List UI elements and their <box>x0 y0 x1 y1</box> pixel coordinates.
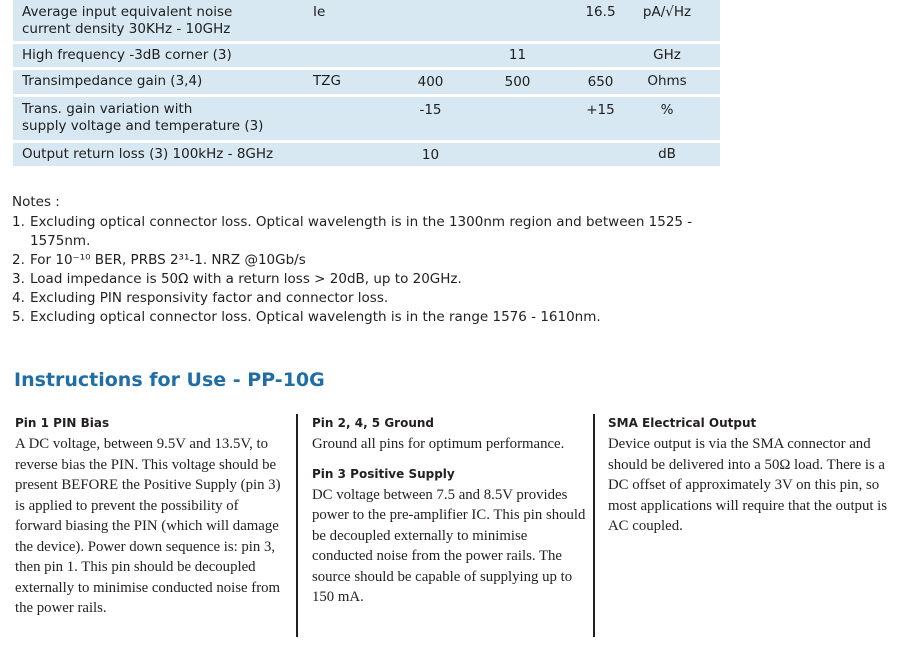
max-cell: +15 <box>586 102 615 118</box>
note-item <box>12 251 712 270</box>
column-body: A DC voltage, between 9.5V and 13.5V, to reverse bias the PIN. This voltage should be present BEFORE the Positive Supply (pin 3) is applied to prevent the possibility of forward biasing the PIN (which will damage the device). Power down sequence is: pin 3, then pin 1. This pin should be decoupled externally to minimise conducted noise from the power rails. <box>15 436 281 616</box>
note-item <box>12 289 712 308</box>
notes-title: Notes : <box>12 194 60 210</box>
note-number: 3. <box>12 271 25 287</box>
column-body: Ground all pins for optimum performance. <box>312 436 565 452</box>
unit-cell: pA/√Hz <box>642 4 692 20</box>
param-label: Output return loss (3) 100kHz - 8GHz <box>22 146 274 162</box>
note-text: Excluding optical connector loss. Optical wavelength is in the 1300nm region and between 1525 - 1575nm. <box>30 214 693 249</box>
note-number: 5. <box>12 309 25 325</box>
note-number: 2. <box>12 252 25 268</box>
column-heading: Pin 1 PIN Bias <box>15 416 110 430</box>
param-label: High frequency -3dB corner (3) <box>22 47 232 63</box>
note-text: Excluding PIN responsivity factor and connector loss. <box>30 290 389 306</box>
column-subheading: Pin 3 Positive Supply <box>312 466 455 481</box>
min-cell: 10 <box>421 147 440 163</box>
note-number: 1. <box>12 214 25 230</box>
spec-row-corner <box>13 44 720 67</box>
spec-row-noise <box>13 0 720 41</box>
instruction-column-pins <box>312 414 590 608</box>
column-body: Device output is via the SMA connector and should be delivered into a 50Ω load. There is a DC offset of approximately 3V on this pin, so most applications will require that the output is AC coupled. <box>608 436 888 534</box>
typ-cell: 500 <box>504 74 531 90</box>
spec-row-variation <box>13 97 720 140</box>
unit-cell: Ohms <box>647 73 687 89</box>
symbol-cell: TZG <box>313 73 341 89</box>
column-divider <box>296 414 298 637</box>
column-divider <box>593 414 595 637</box>
section-title: Instructions for Use - PP-10G <box>14 369 325 391</box>
spec-row-return-loss <box>13 143 720 166</box>
notes <box>12 193 712 327</box>
param-label: Average input equivalent noise current density 30KHz - 10GHz <box>22 4 233 37</box>
unit-cell: % <box>660 102 674 118</box>
note-text: Excluding optical connector loss. Optical wavelength is in the range 1576 - 1610nm. <box>30 309 601 325</box>
instruction-column-sma <box>608 414 890 537</box>
min-cell: -15 <box>419 102 442 118</box>
min-cell: 400 <box>417 74 444 90</box>
max-cell: 650 <box>587 74 614 90</box>
column-body: DC voltage between 7.5 and 8.5V provides power to the pre-amplifier IC. This pin should be decoupled externally to minimise conducted noise from the power rails. The source should be capable of supplying up to 150 mA. <box>312 486 586 605</box>
note-item <box>12 270 712 289</box>
note-item <box>12 308 712 327</box>
spec-row-gain <box>13 70 720 94</box>
instruction-column-pin1 <box>15 414 289 619</box>
note-number: 4. <box>12 290 25 306</box>
note-item <box>12 213 712 251</box>
param-label: Transimpedance gain (3,4) <box>22 73 203 89</box>
column-heading: SMA Electrical Output <box>608 416 757 430</box>
spec-table <box>13 0 720 166</box>
max-cell: 16.5 <box>585 4 616 20</box>
unit-cell: dB <box>658 146 676 162</box>
param-label: Trans. gain variation with supply voltage and temperature (3) <box>22 101 264 134</box>
typ-cell: 11 <box>508 47 527 63</box>
column-heading: Pin 2, 4, 5 Ground <box>312 416 435 430</box>
unit-cell: GHz <box>653 47 681 63</box>
note-text: Load impedance is 50Ω with a return loss > 20dB, up to 20GHz. <box>30 271 462 287</box>
symbol-cell: Ie <box>313 4 326 20</box>
note-text: For 10⁻¹⁰ BER, PRBS 2³¹-1. NRZ @10Gb/s <box>30 252 306 268</box>
